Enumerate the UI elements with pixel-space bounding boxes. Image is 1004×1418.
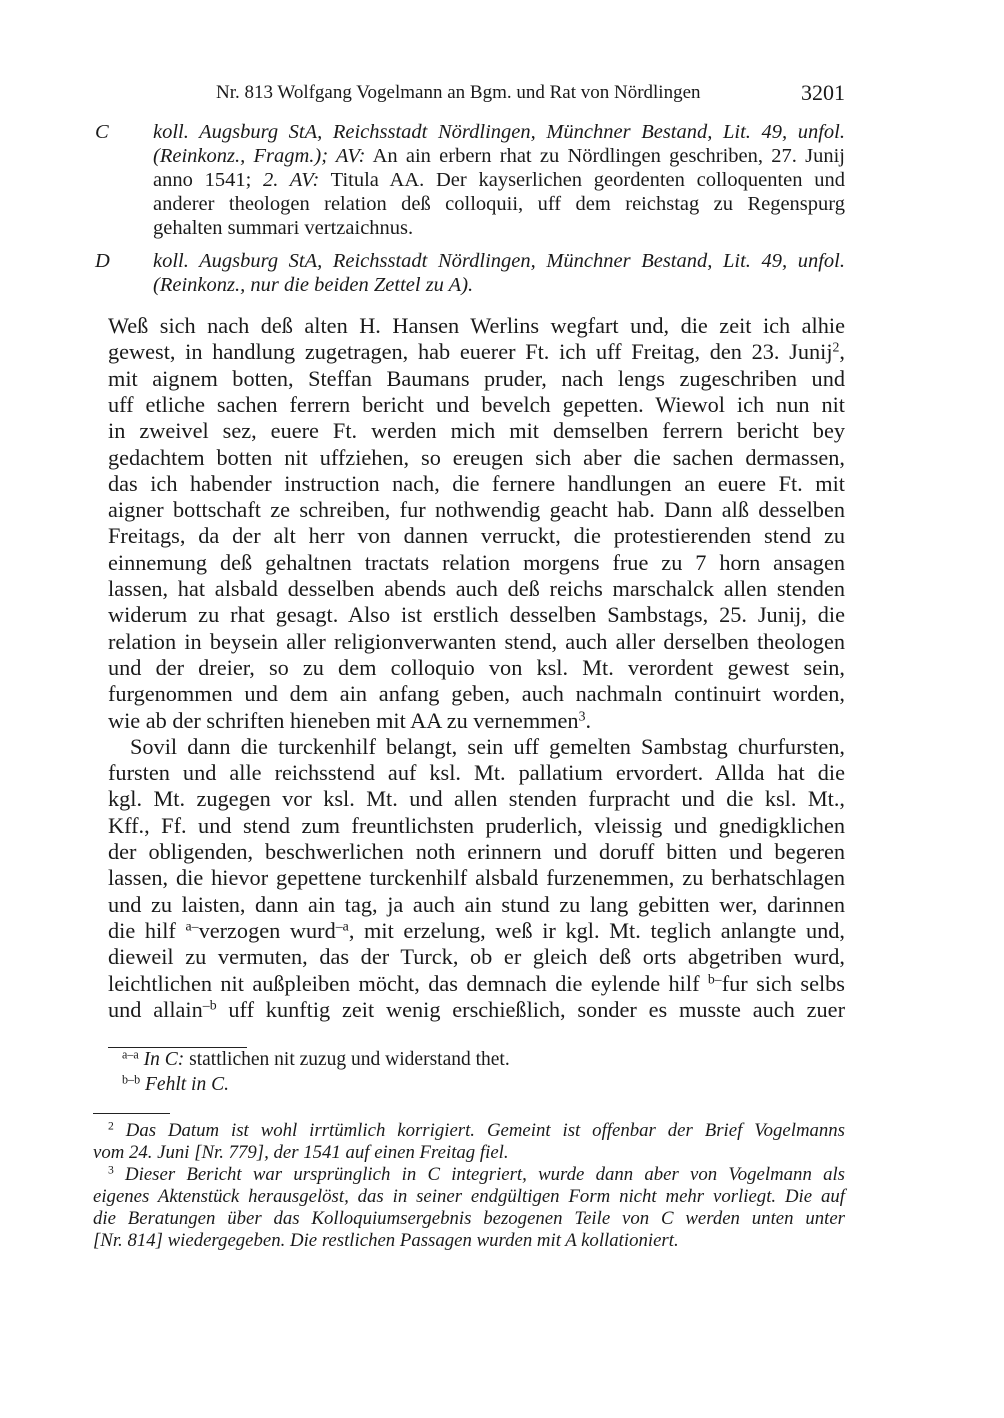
text-segment: gewest, in handlung zugetragen, hab euerer Ft. ich uff Freitag, den 23. Junij — [108, 339, 833, 365]
text-segment: uff etliche sachen ferrern bericht und bevelch gepetten. Wiewol ich nun nit — [108, 391, 845, 417]
body-line — [108, 944, 845, 970]
body-line — [108, 681, 845, 707]
source-line — [153, 250, 845, 273]
text-segment: Das Datum ist wohl irrtümlich korrigiert. Gemeint ist offenbar der Brief Vogelmanns — [113, 1120, 845, 1141]
text-segment: . — [585, 707, 592, 733]
page-number: 3201 — [801, 80, 845, 105]
note-marker: –a — [335, 918, 349, 934]
footnote-line — [93, 1186, 845, 1208]
note-marker: b– — [707, 970, 722, 986]
body-line — [108, 971, 845, 997]
footnote-line — [93, 1142, 845, 1164]
body-line — [108, 445, 845, 471]
body-line — [108, 523, 845, 549]
note-marker: 2 — [108, 1119, 114, 1133]
text-segment: , — [839, 339, 845, 365]
text-segment: [Nr. 814] wiedergegeben. Die restlichen Passagen wurden mit A kollationiert. — [93, 1230, 679, 1251]
text-segment: verzogen wurd — [198, 917, 336, 943]
text-segment: dieweil zu vermuten, das der Turck, ob er gleich deß orts abgetriben wurd, — [108, 944, 845, 970]
text-segment: Freitags, da der alt herr von dannen verruckt, die protestierenden stend zu — [108, 523, 845, 549]
source-line — [153, 193, 845, 216]
text-segment: koll. Augsburg StA, Reichsstadt Nördlingen, Münchner Bestand, Lit. 49, unfol. — [153, 250, 845, 272]
source-siglum: D — [95, 250, 110, 272]
source-siglum: C — [95, 121, 109, 143]
body-line — [108, 471, 845, 497]
apparatus-note — [122, 1074, 722, 1096]
body-line — [108, 497, 845, 523]
footnote-line — [93, 1230, 845, 1252]
source-line — [153, 217, 845, 240]
text-segment: Fehlt in C. — [145, 1074, 229, 1095]
source-line — [153, 121, 845, 144]
body-line — [108, 708, 845, 734]
text-segment: mit aignem botten, Steffan Baumans pruder, nach lengs zugeschriben und — [108, 365, 845, 391]
body-line — [108, 892, 845, 918]
text-segment: aigner bottschaft ze schreiben, fur nothwendig geacht hab. Dann alß desselben — [108, 497, 845, 523]
text-segment: lassen, die hievor gepettene turckenhilf alsbald furzenemmen, zu berhatschlagen — [108, 865, 845, 891]
text-segment: gedachtem botten nit uffziehen, so ereugen sich aber die sachen dermassen, — [108, 444, 845, 470]
body-line — [130, 734, 845, 760]
body-line — [108, 366, 845, 392]
text-segment: 2. AV: — [263, 169, 320, 191]
note-marker: a– — [185, 918, 199, 934]
text-segment: (Reinkonz., nur die beiden Zettel zu A). — [153, 274, 474, 296]
running-header — [108, 80, 845, 108]
text-segment: das ich habender instruction nach, die fernere handlungen an euere Ft. mit — [108, 470, 845, 496]
text-segment: einnemung deß gehaltnen tractats relation morgens frue zu 7 horn ansagen — [108, 549, 845, 575]
footnote-line — [108, 1164, 845, 1186]
text-segment: leichtlichen nit außpleiben möcht, das demnach die eylende hilf — [108, 970, 708, 996]
text-segment: fursten und alle reichsstend auf ksl. Mt. pallatium ervordert. Allda hat die — [108, 760, 845, 786]
text-segment: widerum zu rhat gesagt. Also ist erstlich desselben Sambstags, 25. Junij, die — [108, 602, 845, 628]
body-line — [108, 865, 845, 891]
note-marker: –b — [202, 997, 217, 1013]
text-segment: die Beratungen über das Kolloquiumsergebnis bezogenen Teile von C werden unten unter — [93, 1208, 845, 1229]
text-segment: (Reinkonz., Fragm.); AV: — [153, 145, 366, 167]
apparatus-note — [122, 1049, 722, 1071]
body-line — [108, 629, 845, 655]
footnote-line — [93, 1208, 845, 1230]
body-line — [108, 418, 845, 444]
text-segment: die hilf — [108, 917, 186, 943]
body-line — [108, 813, 845, 839]
text-segment: , mit erzelung, weß ir kgl. Mt. teglich anlangte und, — [348, 917, 845, 943]
text-segment: Titula AA. Der kayserlichen geordenten colloquenten und — [319, 169, 845, 191]
text-segment: uff kunftig zeit wenig erschießlich, sonder es musste auch zuer — [216, 996, 846, 1022]
text-segment: und zu laisten, dann ain tag, ja auch ain stund zu lang gebitten wer, darinnen — [108, 891, 845, 917]
text-segment: Dieser Bericht war ursprünglich in C integriert, wurde dann aber von Vogelmann als — [113, 1164, 845, 1185]
text-segment: wie ab der schriften hieneben mit AA zu vernemmen — [108, 707, 579, 733]
source-line — [153, 145, 845, 168]
note-marker: 2 — [832, 339, 840, 355]
body-line — [108, 550, 845, 576]
text-segment: vom 24. Juni [Nr. 779], der 1541 auf einen Freitag fiel. — [93, 1142, 509, 1163]
body-line — [108, 786, 845, 812]
text-segment: Kff., Ff. und stend zum freuntlichsten pruderlich, vleissig und gnedigklichen — [108, 812, 845, 838]
note-marker: 3 — [578, 707, 586, 723]
body-line — [108, 339, 845, 365]
body-line — [108, 839, 845, 865]
text-segment: furgenommen und dem ain anfang geben, auch nachmaln continuirt worden, — [108, 681, 845, 707]
text-segment: In C: — [143, 1049, 185, 1070]
text-segment: der obligenden, beschwerlichen noth erinnern und doruff bitten und begeren — [108, 839, 845, 864]
body-line — [108, 313, 845, 339]
body-line — [108, 655, 845, 681]
header-title: Nr. 813 Wolfgang Vogelmann an Bgm. und Rat von Nördlingen — [216, 82, 701, 103]
note-marker: a–a — [122, 1047, 139, 1062]
text-segment: kgl. Mt. zugegen vor ksl. Mt. und allen stenden furpracht und die ksl. Mt., — [108, 786, 845, 812]
body-line — [108, 576, 845, 602]
text-segment: koll. Augsburg StA, Reichsstadt Nördlingen, Münchner Bestand, Lit. 49, unfol. — [153, 121, 845, 143]
body-line — [108, 997, 845, 1023]
text-segment: relation in beysein aller religionverwanten stend, auch aller derselben theologen — [108, 628, 845, 654]
source-line — [153, 169, 845, 192]
text-segment: anderer theologen relation deß colloquii, uff dem reichstag zu Regenspurg — [153, 193, 845, 215]
text-segment: lassen, hat alsbald desselben abends auch deß reichs marschalck allen stenden — [108, 576, 845, 601]
text-segment: in zweivel sez, euere Ft. werden mich mit demselben ferrern bericht bey — [108, 418, 845, 444]
note-marker: 3 — [108, 1163, 114, 1177]
text-segment: fur sich selbs — [721, 970, 845, 996]
note-marker: b–b — [122, 1072, 141, 1087]
footnote-line — [108, 1120, 845, 1142]
body-line — [108, 392, 845, 418]
text-segment: eigenes Aktenstück herausgelöst, das in seiner endgültigen Form nicht mehr vorliegt. Die auf — [93, 1186, 845, 1207]
text-segment: anno 1541; — [153, 169, 264, 191]
body-line — [108, 602, 845, 628]
body-line — [108, 918, 845, 944]
text-segment: stattlichen nit zuzug und widerstand thet. — [184, 1049, 510, 1070]
text-segment: An ain erbern rhat zu Nördlingen geschriben, 27. Junij — [365, 145, 846, 167]
text-segment: und der dreier, so zu dem colloquio von ksl. Mt. verordent gewest sein, — [108, 654, 845, 680]
text-segment: und allain — [108, 996, 203, 1022]
body-line — [108, 760, 845, 786]
footnote-rule — [93, 1113, 170, 1114]
source-line — [153, 274, 845, 297]
text-segment: gehalten summari vertzaichnus. — [153, 217, 414, 239]
text-segment: Weß sich nach deß alten H. Hansen Werlins wegfart und, die zeit ich alhie — [108, 313, 845, 338]
text-segment: Sovil dann die turckenhilf belangt, sein uff gemelten Sambstag churfursten, — [130, 733, 845, 759]
